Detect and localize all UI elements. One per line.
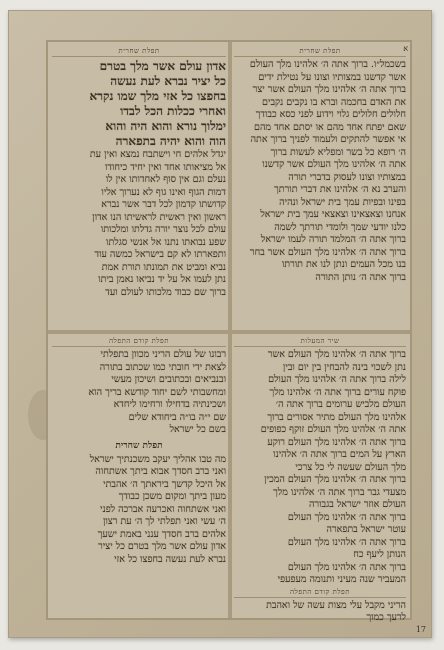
text-line: אדון עולם אשר מלך בטרם	[99, 59, 226, 73]
text-line: והערב נא ה׳ אלהינו את דברי תורתך	[274, 184, 406, 195]
text-line: מעון ביתך ומקום משכן כבודך	[118, 491, 226, 502]
text-line: נביא ומביט את תמונתו תורת אמת	[101, 261, 226, 273]
text-line: ברוך אתה ה׳ אלהינו מלך העולם המכין	[264, 474, 406, 485]
text-line: ה׳ עשי ואני תפלתי לך ה׳ עת רצון	[102, 516, 226, 527]
text-line: אי אפשר להתקים ולעמוד לפניך ברוך אתה	[250, 134, 406, 145]
text-line: ומחשבותי לשם יחוד קודשא בריך הוא	[88, 386, 226, 398]
text-line: אדון עולם אשר מלך בטרם כל יציר	[98, 541, 226, 552]
section-divider	[48, 330, 410, 334]
text-line: העולם אוזר ישראל בגבורה	[308, 499, 406, 510]
corner-mark: א	[403, 44, 408, 53]
big-lines	[52, 59, 226, 149]
text-line: מה טבו אהליך יעקב משכנתיך ישראל	[89, 453, 226, 465]
block-lines	[234, 349, 406, 587]
text-line: בחפצו כל אזי מלך שמו נקרא	[89, 89, 226, 103]
text-line: עולם לכל נוצר יורה גדלתו ומלכותו	[100, 224, 226, 235]
text-line: ברוך אתה ה׳ אלהינו מלך העולם אשר	[267, 349, 406, 360]
text-line: קדושתו קדמון לכל דבר אשר נברא	[101, 199, 226, 210]
text-line: ושכינתיה בדחילו ורחימו ליחדא	[113, 399, 226, 410]
text-block-bottom-left	[52, 336, 226, 614]
text-line: ברוך אתה ה׳ אלהינו מלך העולם רוקע	[267, 436, 406, 448]
text-line: אל היכל קדשך ביראתך ה׳ אהבתי	[103, 478, 226, 490]
text-line: אלהים ברב חסדך ענני באמת ישעך	[97, 528, 226, 540]
text-line: את האדם בחכמה וברא בו נקבים נקבים	[262, 96, 406, 108]
text-line: ואני אשתחוה ואכרעה אברכה לפני	[100, 503, 226, 515]
text-line: במצותיו וצונו לעסוק בדברי תורה	[288, 171, 406, 183]
block-lines	[52, 149, 226, 299]
text-line: דמות הגוף ואינו גוף לא נערוך אליו	[101, 186, 226, 198]
section-lines	[52, 454, 226, 567]
text-line: נתן לעמו אל על יד נביאו נאמן ביתו	[98, 274, 226, 285]
text-line: ותפארתו לא קם בישראל כמשה עוד	[94, 249, 226, 260]
text-block-top-left	[52, 46, 226, 326]
printing-plate-board	[8, 10, 432, 638]
text-line: לצאת ידי חובתי כמו שכתוב בתורה	[99, 361, 226, 373]
text-line: ראשון ואין ראשית לראשיתו הנו אדון	[92, 211, 226, 223]
text-line: אתה ה׳ אלהינו מלך העולם אשר קדשנו	[262, 159, 406, 170]
text-line: ואחרי ככלות הכל לבדו	[120, 104, 226, 118]
text-line: שם י״ה בו״ה ביחודא שלים	[128, 411, 226, 423]
section-title: תפלת שחרית	[115, 440, 163, 451]
text-line: ברוך אתה ה׳ המלמד תורה לעמו ישראל	[260, 234, 406, 245]
text-line: שפע נבואתו נתנו אל אנשי סגלתו	[106, 236, 226, 248]
text-line: ברוך אתה ה׳ אלהינו מלך העולם אשר יצר	[252, 84, 406, 95]
text-line: רבונו של עולם הריני מכוון בתפלתי	[100, 349, 226, 360]
text-line: ברוך שם כבוד מלכותו לעולם ועד	[105, 286, 226, 298]
text-line: בנו מכל העמים ונתן לנו את תורתו	[281, 259, 406, 270]
text-line: הוה והוא יהיה בתפארה	[115, 134, 226, 148]
text-line: אשר קדשנו במצותיו וצונו על נטילת ידים	[258, 71, 406, 83]
text-line: לרעך כמוך	[366, 612, 406, 623]
text-line: יגדל אלהים חי וישתבח נמצא ואין עת	[89, 149, 226, 160]
text-block-top-right	[234, 46, 406, 326]
text-line: לילה ברוך אתה ה׳ אלהינו מלך העולם	[268, 374, 406, 385]
block-heading: תפלת שחרית	[52, 46, 226, 57]
block-heading: תפלת קודם התפלה	[52, 336, 226, 347]
text-line: פוקח עורים ברוך אתה ה׳ אלהינו מלך	[269, 386, 406, 398]
text-line: נברא לעת נעשה בחפצו כל אזי	[114, 553, 226, 565]
block-heading: שיר המעלות	[234, 336, 406, 347]
text-line: אנחנו וצאצאינו וצאצאי עמך בית ישראל	[260, 209, 406, 220]
text-line: הנותן ליעף כח	[353, 549, 406, 560]
text-line: ברוך אתה ה׳ אלהינו מלך העולם	[287, 561, 406, 573]
text-line: ואני ברב חסדך אבוא ביתך אשתחוה	[95, 466, 226, 477]
text-line: כלנו יודעי שמך ולומדי תורתך לשמה	[274, 221, 406, 233]
text-line: עוטר ישראל בתפארה	[326, 524, 406, 535]
text-line: כל יציר נברא לעת נעשה	[110, 74, 226, 88]
text-line: נתן לשכוי בינה להבחין בין יום ובין	[282, 361, 406, 373]
text-line: הריני מקבל עלי מצות עשה של ואהבת	[266, 599, 406, 611]
text-line: בשם כל ישראל	[169, 424, 226, 435]
footer-lines	[234, 600, 406, 625]
text-line: חלולים חלולים גלוי וידוע לפני כסא כבודך	[255, 109, 406, 120]
page-number: 17	[415, 625, 426, 634]
text-block-bottom-right	[234, 336, 406, 623]
text-line: מלך העולם שעשה לי כל צרכי	[295, 461, 406, 473]
text-line: בשכמל״ו. ברוך אתה ה׳ אלהינו מלך העולם	[249, 59, 406, 70]
text-line: אתה ה׳ אלהינו מלך העולם זוקף כפופים	[260, 424, 406, 435]
text-line: בפינו ובפיות עמך בית ישראל ונהיה	[279, 196, 406, 208]
text-line: ה׳ רופא כל בשר ומפליא לעשות ברוך	[270, 146, 406, 158]
text-line: נעלם וגם אין סוף לאחדותו אין לו	[105, 174, 226, 185]
text-line: ברוך אתה ה׳ אלהינו מלך העולם אשר בחר	[249, 246, 406, 258]
text-line: ימלוך נורא והוא היה והוא	[105, 119, 226, 133]
text-line: המעביר שנה מעיני ותנומה מעפעפי	[277, 574, 406, 585]
block-lines	[52, 349, 226, 437]
text-line: אלהינו מלך העולם מתיר אסורים ברוך	[267, 411, 406, 423]
text-line: ברוך אתה ה׳ אלהינו מלך העולם	[287, 536, 406, 548]
text-line: ברוך אתה ה׳ נותן התורה	[315, 271, 406, 283]
text-line: ובנביאים ובכתובים ושיכון מעשי	[111, 374, 226, 385]
type-plate	[46, 40, 412, 623]
footer-heading: תפלת קודם התפלה	[234, 587, 406, 598]
text-line: העולם מלביש ערומים ברוך אתה ה׳	[275, 399, 406, 410]
text-line: שאם יפתח אחד מהם או יסתם אחד מהם	[254, 121, 406, 133]
text-line: ברוך אתה ה׳ אלהינו מלך העולם	[287, 511, 406, 523]
text-line: מצעדי גבר ברוך אתה ה׳ אלהינו מלך	[273, 486, 406, 498]
block-lines	[234, 59, 406, 284]
text-line: אל מציאותו אחד ואין יחיד כיחודו	[105, 161, 226, 173]
block-heading: תפלת שחרית	[234, 46, 406, 57]
text-line: הארץ על המים ברוך אתה ה׳ אלהינו	[273, 449, 406, 460]
